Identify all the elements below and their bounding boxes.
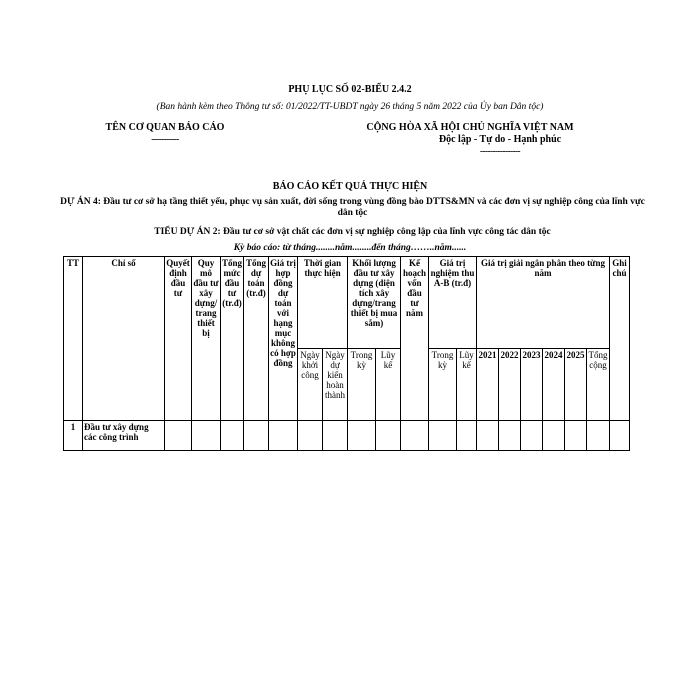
row-indicator: Đầu tư xây dựng các công trình: [83, 421, 165, 451]
empty-cell: [323, 421, 348, 451]
empty-cell: [401, 421, 429, 451]
table-row: [64, 421, 630, 451]
col-disbursement: Giá trị giải ngân phân theo từng năm: [477, 257, 610, 349]
sub-total: Tổng cộng: [587, 349, 610, 421]
motto-divider: ----------------: [480, 146, 520, 156]
col-duration: Thời gian thực hiện: [298, 257, 348, 349]
empty-cell: [429, 421, 457, 451]
sub-year-2025: 2025: [565, 349, 587, 421]
col-note: Ghi chú: [610, 257, 630, 421]
col-volume: Khối lượng đầu tư xây dựng (diện tích xây dựng/trang thiết bị mua sắm): [348, 257, 401, 349]
report-table: [63, 256, 630, 451]
sub-finish: Ngày dự kiến hoàn thành: [323, 349, 348, 421]
sub-acc-period: Trong kỳ: [429, 349, 457, 421]
header-row-main: [64, 257, 630, 349]
col-contract-value: Giá trị hợp đồng dự toán với hạng mục không có hợp đồng: [269, 257, 298, 421]
empty-cell: [269, 421, 298, 451]
sub-year-2023: 2023: [521, 349, 543, 421]
empty-cell: [521, 421, 543, 451]
empty-cell: [587, 421, 610, 451]
national-motto: Độc lập - Tự do - Hạnh phúc: [438, 134, 562, 145]
sub-acc-cumulative: Lũy kế: [457, 349, 477, 421]
empty-cell: [543, 421, 565, 451]
project-heading: DỰ ÁN 4: Đầu tư cơ sở hạ tầng thiết yếu, phục vụ sản xuất, đời sống trong vùng đồng bào DTTS&MN và các đơn vị sự nghiệp công của lĩnh vực dân tộc: [60, 197, 645, 218]
empty-cell: [298, 421, 323, 451]
sub-year-2022: 2022: [499, 349, 521, 421]
report-title: BÁO CÁO KẾT QUẢ THỰC HIỆN: [272, 181, 428, 192]
empty-cell: [457, 421, 477, 451]
sub-year-2024: 2024: [543, 349, 565, 421]
col-total-estimate: Tổng dự toán (tr.đ): [244, 257, 269, 421]
empty-cell: [477, 421, 499, 451]
sub-year-2021: 2021: [477, 349, 499, 421]
report-period: Kỳ báo cáo: từ tháng........năm........đến tháng……..năm......: [233, 243, 467, 253]
sub-vol-cumulative: Lũy kế: [376, 349, 401, 421]
appendix-title: PHỤ LỤC SỐ 02-BIỂU 2.4.2: [288, 84, 412, 95]
issued-by-note: (Ban hành kèm theo Thông tư số: 01/2022/TT-UBDT ngày 26 tháng 5 năm 2022 của Ủy ban Dân tộc): [156, 102, 544, 112]
col-tt: TT: [64, 257, 83, 421]
empty-cell: [610, 421, 630, 451]
empty-cell: [192, 421, 221, 451]
col-indicator: Chỉ số: [83, 257, 165, 421]
sub-start: Ngày khởi công: [298, 349, 323, 421]
empty-cell: [221, 421, 244, 451]
agency-name: TÊN CƠ QUAN BÁO CÁO: [105, 122, 225, 133]
empty-cell: [376, 421, 401, 451]
row-tt: 1: [64, 421, 83, 451]
col-capital-plan: Kế hoạch vốn đầu tư năm: [401, 257, 429, 421]
agency-divider: -----------: [151, 134, 179, 144]
empty-cell: [165, 421, 192, 451]
empty-cell: [499, 421, 521, 451]
empty-cell: [565, 421, 587, 451]
col-decision: Quyết định đầu tư: [165, 257, 192, 421]
subproject-heading: TIỂU DỰ ÁN 2: Đầu tư cơ sở vật chất các đơn vị sự nghiệp công lập của lĩnh vực công tác dân tộc: [154, 227, 551, 237]
sub-vol-period: Trong kỳ: [348, 349, 376, 421]
col-acceptance: Giá trị nghiệm thu A-B (tr.đ): [429, 257, 477, 349]
empty-cell: [244, 421, 269, 451]
nation-name: CỘNG HÒA XÃ HỘI CHỦ NGHĨA VIỆT NAM: [366, 122, 574, 133]
col-total-invest: Tổng mức đầu tư (tr.đ): [221, 257, 244, 421]
col-scale: Quy mô đầu tư xây dựng/ trang thiết bị: [192, 257, 221, 421]
empty-cell: [348, 421, 376, 451]
